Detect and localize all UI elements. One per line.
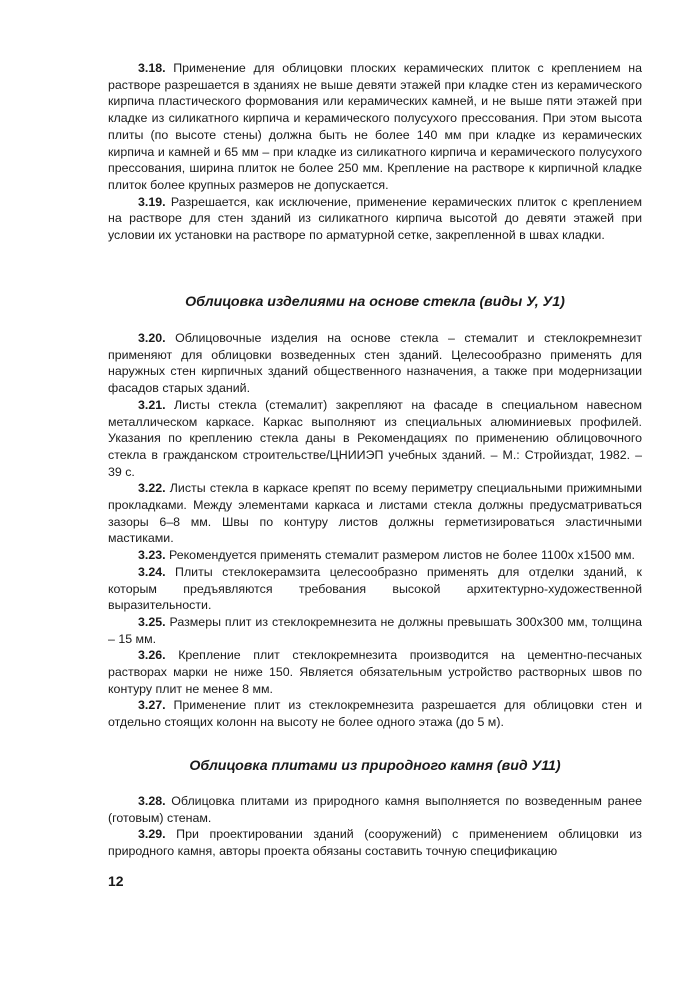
section-heading-stone: Облицовка плитами из природного камня (вид У11) bbox=[189, 758, 561, 774]
paragraph-number: 3.21. bbox=[138, 397, 166, 412]
paragraph-text: Листы стекла (стемалит) закрепляют на фасаде в специальном навесном металлическом каркасе. Каркас выполняют из специальных алюминиевых профилей. Указания по креплению стекла даны в Рекомендациях по применению облицовочного стекла в гражданском строительстве/ЦНИИЭП учебных зданий. – М.: Стройиздат, 1982. – 39 с. bbox=[108, 397, 642, 479]
paragraph-number: 3.19. bbox=[138, 194, 166, 209]
paragraph-text: Применение плит из стеклокремнезита разрешается для облицовки стен и отдельно стоящих колонн на высоту не более одного этажа (до 5 м). bbox=[108, 698, 642, 730]
paragraph-3-23 bbox=[108, 547, 642, 564]
paragraph-3-26 bbox=[108, 647, 642, 697]
paragraph-number: 3.26. bbox=[138, 648, 166, 663]
paragraph-text: При проектировании зданий (сооружений) с применением облицовки из природного камня, авторы проекта обязаны составить точную спецификацию bbox=[108, 827, 642, 859]
paragraph-number: 3.20. bbox=[138, 331, 166, 345]
paragraph-number: 3.23. bbox=[138, 548, 166, 563]
paragraph-3-29 bbox=[108, 826, 642, 859]
paragraph-text: Облицовочные изделия на основе стекла – стемалит и стеклокремнезит применяют для облицовки возведенных стен зданий. Целесообразно применять для наружных стен кирпичных зданий общественного назначения, а также при модернизации фасадов старых зданий. bbox=[108, 331, 642, 396]
paragraph-text: Плиты стеклокерамзита целесообразно применять для отделки зданий, к которым предъявляются требования высокой архитектурно-художественной выразительности. bbox=[108, 564, 642, 613]
paragraph-number: 3.24. bbox=[138, 564, 166, 579]
paragraph-number: 3.28. bbox=[138, 794, 166, 808]
paragraph-text: Разрешается, как исключение, применение керамических плиток с креплением на растворе для стен зданий из силикатного кирпича высотой до девяти этажей при условии их установки на растворе по арматурной сетке, закрепленной в швах кладки. bbox=[108, 194, 642, 243]
paragraph-number: 3.25. bbox=[138, 614, 166, 629]
paragraph-text: Облицовка плитами из природного камня выполняется по возведенным ранее (готовым) стенам. bbox=[108, 794, 642, 825]
page-body bbox=[108, 60, 642, 244]
page-body-stone bbox=[108, 793, 642, 860]
paragraph-number: 3.18. bbox=[138, 61, 166, 75]
paragraph-number: 3.22. bbox=[138, 481, 166, 496]
paragraph-3-28 bbox=[108, 793, 642, 826]
paragraph-text: Крепление плит стеклокремнезита производится на цементно-песчаных растворах марки не ниже 150. Является обязательным устройство растворных швов по контуру плит не менее 8 мм. bbox=[108, 648, 642, 696]
paragraph-3-21 bbox=[108, 397, 642, 481]
paragraph-number: 3.27. bbox=[138, 698, 166, 713]
paragraph-3-27 bbox=[108, 697, 642, 730]
paragraph-3-22 bbox=[108, 480, 642, 547]
section-heading-glass: Облицовка изделиями на основе стекла (виды У, У1) bbox=[185, 294, 565, 310]
paragraph-3-25 bbox=[108, 614, 642, 647]
paragraph-text: Применение для облицовки плоских керамических плиток с креплением на растворе разрешается в зданиях не выше девяти этажей при кладке стен из керамического кирпича пластического формования или керамических камней, и не выше пяти этажей при кладке из силикатного кирпича и керамического полусухого прессования. При этом высота плиты (по высоте стены) должна быть не более 140 мм при кладке из керамических кирпича и камней и 65 мм – при кладке из силикатного кирпича и керамического полусухого прессования, ширина плиток не более 250 мм. Крепление на растворе к кирпичной кладке плиток более крупных размеров не допускается. bbox=[108, 61, 642, 192]
paragraph-3-24 bbox=[108, 564, 642, 614]
paragraph-text: Листы стекла в каркасе крепят по всему периметру специальными прижимными прокладками. Между элементами каркаса и листами стекла должны предусматриваться зазоры 6–8 мм. Швы по контуру листов должны герметизироваться эластичными мастиками. bbox=[108, 481, 642, 546]
paragraph-3-18 bbox=[108, 60, 642, 194]
paragraph-text: Размеры плит из стеклокремнезита не должны превышать 300х300 мм, толщина – 15 мм. bbox=[108, 614, 642, 646]
paragraph-3-19 bbox=[108, 194, 642, 244]
paragraph-3-20 bbox=[108, 330, 642, 397]
paragraph-text: Рекомендуется применять стемалит размером листов не более 1100х х1500 мм. bbox=[169, 548, 635, 563]
page-body-glass bbox=[108, 330, 642, 731]
paragraph-number: 3.29. bbox=[138, 827, 166, 842]
page-number: 12 bbox=[108, 873, 124, 889]
